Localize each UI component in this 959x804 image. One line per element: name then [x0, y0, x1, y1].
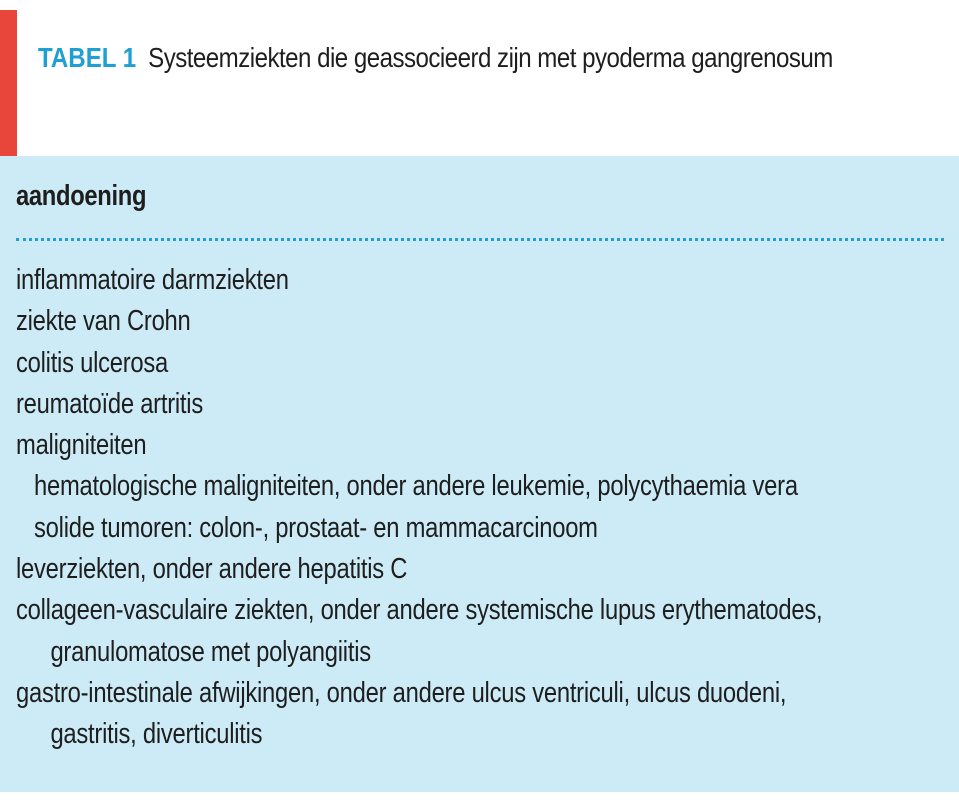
table-row: inflammatoire darmziekten	[16, 264, 289, 296]
table-title-area	[0, 0, 959, 156]
table-rows	[16, 260, 951, 756]
table-title	[38, 36, 907, 80]
table-number-label: TABEL 1	[38, 42, 137, 73]
table-row-continuation: gastritis, diverticulitis	[50, 718, 263, 751]
table-row: colitis ulcerosa	[16, 346, 169, 379]
table-row: ziekte van Crohn	[16, 305, 191, 338]
header-divider	[16, 238, 944, 241]
column-header: aandoening	[16, 180, 147, 212]
table-row-subitem: hematologische maligniteiten, onder andere leukemie, polycythaemia vera	[34, 470, 798, 503]
table-row: reumatoïde artritis	[16, 387, 203, 420]
table-row: gastro-intestinale afwijkingen, onder andere ulcus ventriculi, ulcus duodeni,	[16, 676, 787, 709]
table-row-continuation: granulomatose met polyangiitis	[50, 635, 371, 668]
table-row: maligniteiten	[16, 429, 147, 462]
table-row: collageen-vasculaire ziekten, onder andere systemische lupus erythematodes,	[16, 594, 823, 627]
table-row: leverziekten, onder andere hepatitis C	[16, 553, 408, 586]
table-row-subitem: solide tumoren: colon-, prostaat- en mammacarcinoom	[34, 511, 598, 544]
table-title-text: Systeemziekten die geassocieerd zijn met pyoderma gangrenosum	[148, 42, 833, 73]
accent-bar	[0, 10, 17, 156]
